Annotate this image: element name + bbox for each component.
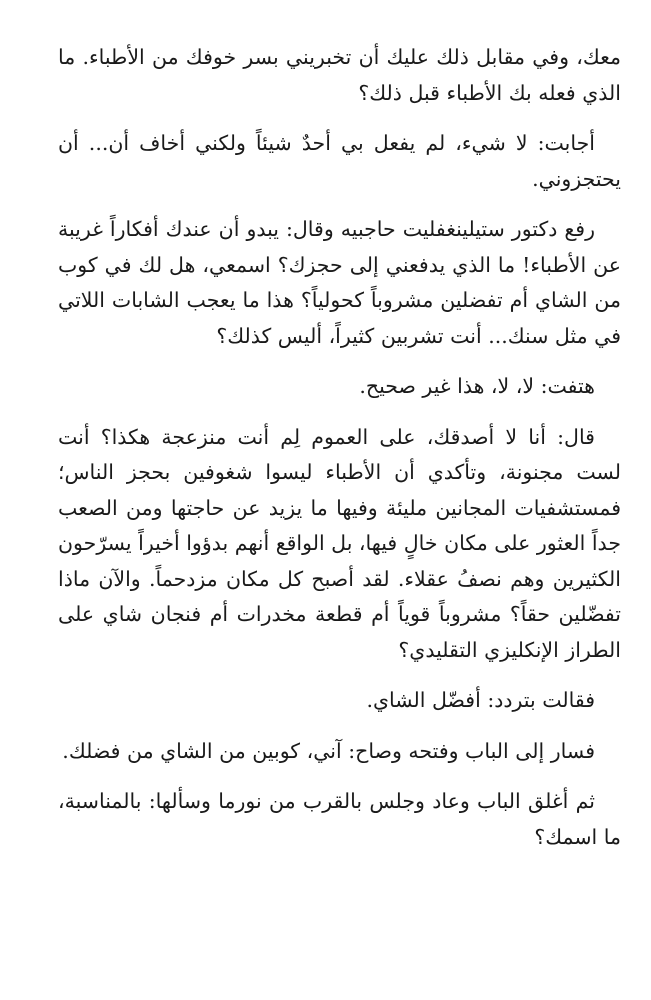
paragraph-1: معك، وفي مقابل ذلك عليك أن تخبريني بسر خوفك من الأطباء. ما الذي فعله بك الأطباء قبل ذلك؟ (58, 45, 621, 105)
book-page (58, 40, 621, 870)
paragraph-2: أجابت: لا شيء، لم يفعل بي أحدٌ شيئاً ولكني أخاف أن... أن يحتجزوني. (58, 131, 621, 191)
paragraph-4: هتفت: لا، لا، هذا غير صحيح. (359, 374, 595, 398)
paragraph-5: قال: أنا لا أصدقك، على العموم لِم أنت منزعجة هكذا؟ أنت لست مجنونة، وتأكدي أن الأطباء ليسوا شغوفين بحجز الناس؛ فمستشفيات المجانين مليئة وفيها ما يزيد عن حاجتها ومن الصعب جداً العثور على مكان خالٍ فيها، بل الواقع أنهم بدؤوا أخيراً يسرّحون الكثيرين وهم نصفُ عقلاء. لقد أصبح كل مكان مزدحماً. والآن ماذا تفضّلين حقاً؟ مشروباً قوياً أم قطعة مخدرات أم فنجان شاي على الطراز الإنكليزي التقليدي؟ (58, 424, 621, 662)
paragraph-7: فسار إلى الباب وفتحه وصاح: آني، كوبين من الشاي من فضلك. (62, 738, 595, 763)
paragraph-3: رفع دكتور ستيلينغفليت حاجبيه وقال: يبدو أن عندك أفكاراً غريبة عن الأطباء! ما الذي يدفعني إلى حجزك؟ اسمعي، هل لك في كوب من الشاي أم تفضلين مشروباً كحولياً؟ هذا ما يعجب الشابات اللاتي في مثل سنك... أنت تشربين كثيراً، أليس كذلك؟ (58, 217, 621, 348)
paragraph-6: فقالت بتردد: أفضّل الشاي. (366, 688, 595, 712)
paragraph-8: ثم أغلق الباب وعاد وجلس بالقرب من نورما وسألها: بالمناسبة، ما اسمك؟ (58, 789, 621, 849)
